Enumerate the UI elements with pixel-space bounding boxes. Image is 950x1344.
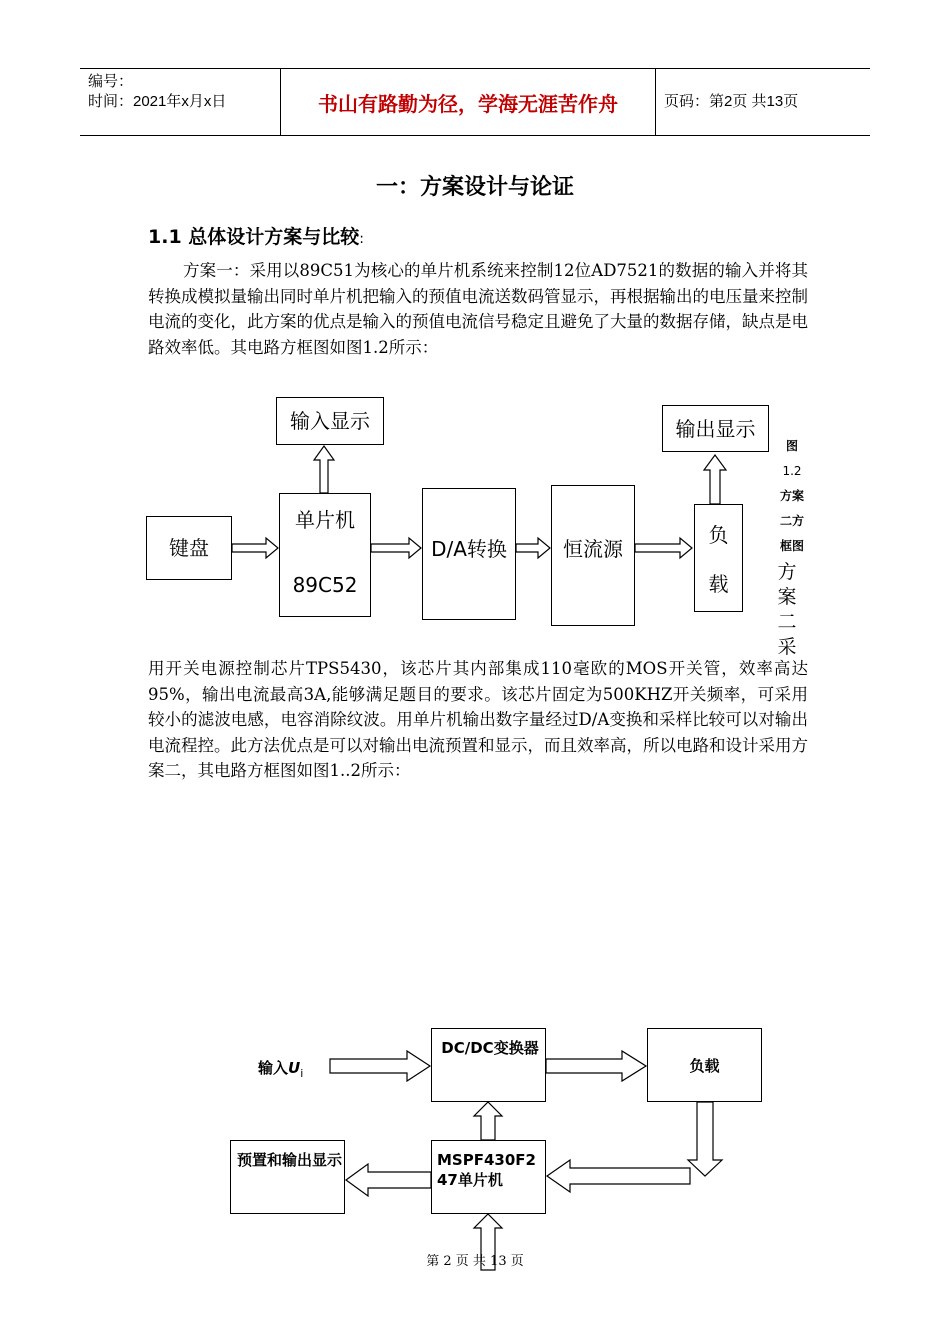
side-vertical-char: 二 <box>777 611 797 633</box>
arrow-dcdc-to-load <box>546 1051 646 1081</box>
label-keyboard: 键盘 <box>169 536 209 560</box>
arrow-load-to-output-display <box>704 455 726 504</box>
label-dcdc-converter: DC/DC变换器 <box>441 1039 539 1057</box>
arrow-mcu-to-input-display <box>314 446 334 493</box>
section-heading-colon: : <box>359 231 364 247</box>
header-code: 编号： <box>88 73 134 90</box>
arrow-mcu-to-dcdc <box>474 1102 502 1140</box>
label-mcu-msp430: MSPF430F247单片机 <box>437 1151 536 1189</box>
paragraph-scheme-two: 用开关电源控制芯片TPS5430，该芯片其内部集成110毫欧的MOS开关管，效率高达95%，输出电流最高3A,能够满足题目的要求。该芯片固定为500KHZ开关频率，可采用较小的滤波电感，电容消除纹波。用单片机输出数字量经过D/A变换和采样比较可以对输出电流程控。此方法优点是可以对输出电流预置和显示，而且效率高，所以电路和设计采用方案二，其电路方框图如图1..2所示： <box>148 659 808 780</box>
side-caption-line: 框图 <box>779 539 804 553</box>
side-vertical-char: 方 <box>777 561 797 583</box>
side-caption-line: 1.2 <box>782 464 802 478</box>
header-page-info: 页码：第2页 共13页 <box>664 93 799 110</box>
side-vertical-char: 采 <box>777 636 797 658</box>
label-mcu-model: 89C52 <box>292 573 358 597</box>
label-load-top: 负 <box>708 523 729 547</box>
side-caption-line: 图 <box>785 439 798 453</box>
label-da-converter: D/A转换 <box>431 537 507 561</box>
input-subscript: i <box>300 1067 304 1080</box>
side-caption-line: 二方 <box>779 514 804 528</box>
arrow-keyboard-to-mcu <box>232 538 278 558</box>
label-current-source: 恒流源 <box>563 537 623 561</box>
header-time: 时间：2021年x月x日 <box>88 93 227 110</box>
input-label-text: 输入 <box>258 1059 289 1077</box>
arrow-load-feedback <box>688 1102 722 1176</box>
label-mcu: 单片机 <box>295 508 355 532</box>
label-load-bottom: 载 <box>708 572 729 596</box>
arrow-mcu-to-preset-display <box>346 1164 431 1196</box>
arrow-da-to-source <box>516 538 550 558</box>
label-load-2: 负载 <box>689 1057 720 1075</box>
page-footer: 第 2 页 共 13 页 <box>426 1254 524 1269</box>
chapter-title: 一：方案设计与论证 <box>375 175 574 200</box>
side-vertical-char: 案 <box>777 586 797 608</box>
section-heading-text: 1.1 总体设计方案与比较 <box>148 226 360 248</box>
side-caption-line: 方案 <box>779 489 804 503</box>
label-preset-display: 预置和输出显示 <box>237 1151 343 1169</box>
arrow-source-to-load <box>635 538 692 558</box>
input-symbol: U <box>288 1059 301 1077</box>
label-input-display: 输入显示 <box>290 409 370 433</box>
arrow-input-to-dcdc <box>330 1051 430 1081</box>
arrow-mcu-to-da <box>371 538 421 558</box>
label-output-display: 输出显示 <box>675 417 756 441</box>
header-motto: 书山有路勤为径，学海无涯苦作舟 <box>318 92 618 116</box>
paragraph-scheme-one: 方案一：采用以89C51为核心的单片机系统来控制12位AD7521的数据的输入并将其转换成模拟量输出同时单片机把输入的预值电流送数码管显示，再根据输出的电压量来控制电流的变化，此方案的优点是输入的预值电流信号稳定且避免了大量的数据存储，缺点是电路效率低。其电路方框图如图1.2所示： <box>148 261 808 357</box>
arrow-feedback-to-mcu <box>547 1160 690 1192</box>
